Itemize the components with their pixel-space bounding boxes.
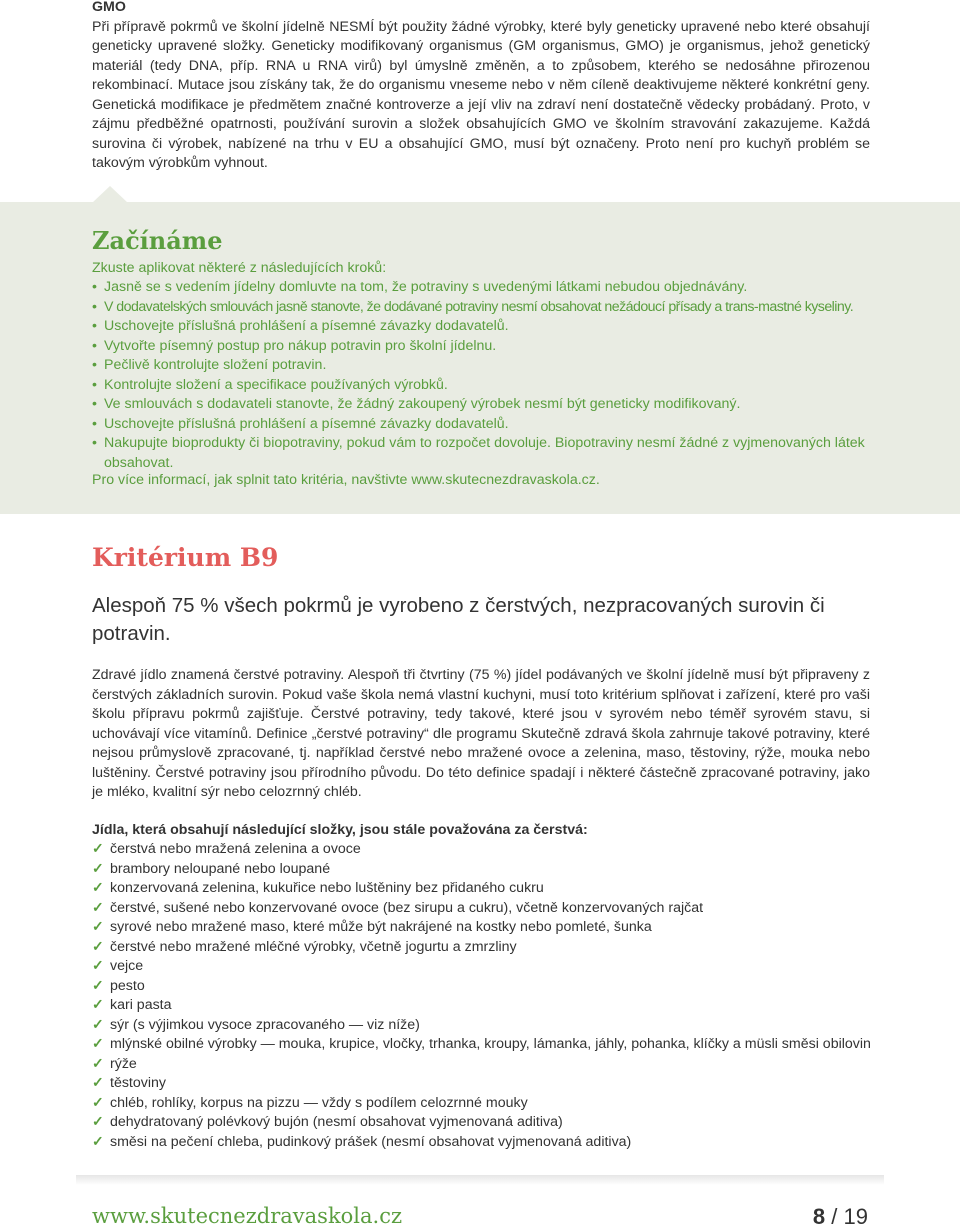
fresh-item (92, 1113, 871, 1133)
bullet-dot-icon: • (92, 298, 97, 315)
step-item (92, 278, 882, 298)
box-notch (92, 186, 128, 203)
step-text: Uschovejte příslušná prohlášení a písemné závazky dodavatelů. (104, 318, 509, 334)
fresh-item-text: kari pasta (110, 997, 172, 1013)
fresh-item-text: chléb, rohlíky, korpus na pizzu — vždy s podílem celozrnné mouky (110, 1094, 528, 1111)
fresh-item (92, 1016, 871, 1036)
fresh-item (92, 1133, 871, 1153)
step-item (92, 415, 882, 435)
criterion-lead: Alespoň 75 % všech pokrmů je vyrobeno z čerstvých, nezpracovaných surovin či potravin. (92, 594, 825, 645)
fresh-item-text: směsi na pečení chleba, pudinkový prášek (nesmí obsahovat vyjmenovaná aditiva) (110, 1133, 632, 1150)
fresh-item-text: mlýnské obilné výrobky — mouka, krupice, vločky, trhanka, kroupy, lámanka, jáhly, pohanka, klíčky a müsli směsi obilovin (110, 1036, 871, 1052)
step-text: Jasně se s vedením jídelny domluvte na tom, že potraviny s uvedenými látkami nebudou objednávány. (104, 279, 748, 295)
checkmark-icon: ✓ (92, 841, 104, 857)
step-text: Pečlivě kontrolujte složení potravin. (104, 357, 327, 373)
checkmark-icon: ✓ (92, 919, 104, 935)
fresh-item (92, 918, 871, 938)
current-page: 8 (812, 1204, 826, 1229)
fresh-item-text: čerstvá nebo mražená zelenina a ovoce (110, 841, 361, 857)
fresh-item (92, 1074, 871, 1094)
fresh-item (92, 938, 871, 958)
fresh-item (92, 1055, 871, 1075)
step-text: V dodavatelských smlouvách jasně stanovte, že dodávané potraviny nesmí obsahovat nežádoucí přísady a trans-mastné kyseliny. (104, 298, 854, 315)
step-item (92, 317, 882, 337)
criterion-title: Kritérium B9 (92, 543, 279, 572)
fresh-item (92, 840, 871, 860)
fresh-item-text: konzervovaná zelenina, kukuřice nebo luštěniny bez přidaného cukru (110, 880, 544, 896)
getting-started-intro: Zkuste aplikovat některé z následujících kroků: (92, 260, 387, 276)
steps-list (92, 278, 882, 473)
checkmark-icon: ✓ (92, 1133, 104, 1150)
step-item (92, 298, 882, 318)
fresh-item-text: čerstvé, sušené nebo konzervované ovoce (bez sirupu a cukru), včetně konzervovaných rajčat (110, 899, 704, 916)
fresh-item-text: vejce (110, 958, 144, 974)
fresh-item-text: sýr (s výjimkou vysoce zpracovaného — viz níže) (110, 1016, 420, 1033)
gmo-heading: GMO (92, 0, 126, 15)
bullet-dot-icon: • (92, 318, 97, 334)
bullet-dot-icon: • (92, 415, 97, 432)
step-item (92, 434, 882, 473)
getting-started-title: Začínáme (92, 226, 223, 255)
footer-divider (76, 1175, 884, 1185)
step-item (92, 337, 882, 357)
step-text: Vytvořte písemný postup pro nákup potravin pro školní jídelnu. (104, 337, 497, 354)
fresh-list-heading: Jídla, která obsahují následující složky, jsou stále považována za čerstvá: (92, 822, 588, 838)
footer-url: www.skutecnezdravaskola.cz (92, 1204, 403, 1228)
checkmark-icon: ✓ (92, 977, 104, 994)
page-separator: / (831, 1204, 838, 1229)
step-item (92, 395, 882, 415)
gmo-section (92, 0, 870, 174)
fresh-item (92, 957, 871, 977)
fresh-item (92, 860, 871, 880)
checkmark-icon: ✓ (92, 1055, 104, 1072)
criterion-body: Zdravé jídlo znamená čerstvé potraviny. Alespoň tři čtvrtiny (75 %) jídel podávaných ve školní jídelně musí být připraveny z čerstvých základních surovin. Pokud vaše škola nemá vlastní kuchyni, musí toto kritérium splňovat i zařízení, které pro vaši školu přípravu pokrmů zajišťuje. Čerstvé potraviny, tedy takové, které jsou v syrovém nebo téměř syrovém stavu, si uchovávají více vitamínů. Definice „čerstvé potraviny“ dle programu Skutečně zdravá škola zahrnuje takové potraviny, které nejsou průmyslově zpracované, tj. například čerstvé nebo mražené ovoce a zelenina, maso, těstoviny, rýže, mouka nebo luštěniny. Čerstvé potraviny jsou přírodního původu. Do této definice spadají i některé částečně zpracované potraviny, jako je mléko, kvalitní sýr nebo celozrnný chléb. (92, 667, 870, 800)
checkmark-icon: ✓ (92, 1094, 104, 1111)
fresh-item-text: těstoviny (110, 1075, 166, 1091)
bullet-dot-icon: • (92, 396, 97, 412)
checkmark-icon: ✓ (92, 899, 104, 916)
fresh-item (92, 879, 871, 899)
step-text: Uschovejte příslušná prohlášení a písemné závazky dodavatelů. (104, 415, 509, 432)
checkmark-icon: ✓ (92, 1114, 104, 1130)
bullet-dot-icon: • (92, 376, 97, 393)
fresh-item (92, 1035, 871, 1055)
step-text: Nakupujte bioprodukty či biopotraviny, pokud vám to rozpočet dovoluje. Biopotraviny nesmí žádné z vyjmenovaných látek obsahovat. (104, 435, 865, 471)
checkmark-icon: ✓ (92, 860, 104, 877)
fresh-item-text: čerstvé nebo mražené mléčné výrobky, včetně jogurtu a zmrzliny (110, 938, 517, 955)
checkmark-icon: ✓ (92, 1016, 104, 1033)
fresh-item-text: syrové nebo mražené maso, které může být nakrájené na kostky nebo pomleté, šunka (110, 919, 652, 935)
bullet-dot-icon: • (92, 337, 97, 354)
checkmark-icon: ✓ (92, 880, 104, 896)
fresh-item-text: brambory neloupané nebo loupané (110, 860, 331, 877)
bullet-dot-icon: • (92, 279, 97, 295)
step-text: Ve smlouvách s dodavateli stanovte, že žádný zakoupený výrobek nesmí být geneticky modifikovaný. (104, 396, 741, 412)
fresh-items-list (92, 840, 871, 1152)
fresh-item (92, 899, 871, 919)
fresh-item (92, 977, 871, 997)
checkmark-icon: ✓ (92, 1075, 104, 1091)
fresh-item (92, 1094, 871, 1114)
total-pages: 19 (843, 1204, 868, 1229)
fresh-item-text: pesto (110, 977, 145, 994)
fresh-item-text: dehydratovaný polévkový bujón (nesmí obsahovat vyjmenovaná aditiva) (110, 1114, 563, 1130)
checkmark-icon: ✓ (92, 997, 104, 1013)
page-number (813, 1204, 868, 1230)
step-item (92, 376, 882, 396)
fresh-item-text: rýže (110, 1055, 137, 1072)
step-item (92, 356, 882, 376)
fresh-item (92, 996, 871, 1016)
bullet-dot-icon: • (92, 435, 97, 451)
step-text: Kontrolujte složení a specifikace používaných výrobků. (104, 376, 448, 393)
checkmark-icon: ✓ (92, 958, 104, 974)
bullet-dot-icon: • (92, 357, 97, 373)
checkmark-icon: ✓ (92, 1036, 104, 1052)
checkmark-icon: ✓ (92, 938, 104, 955)
gmo-paragraph: Při přípravě pokrmů ve školní jídelně NESMÍ být použity žádné výrobky, které byly geneticky upravené nebo které obsahují geneticky upravené složky. Geneticky modifikovaný organismus (GM organismus, GMO) je organismus, jehož genetický materiál (tedy DNA, příp. RNA u RNA virů) byl úmyslně změněn, a to způsobem, kterého se nedosáhne přirozenou rekombinací. Mutace jsou získány tak, že do organismu vneseme nebo v něm cíleně deaktivujeme některé konkrétní geny. Genetická modifikace je předmětem značné kontroverze a její vliv na zdraví není dostatečně vědecky probádaný. Proto, v zájmu předběžné opatrnosti, používání surovin a složek obsahujících GMO ve školním stravování zakazujeme. Každá surovina či výrobek, nabízené na trhu v EU a obsahující GMO, musí být označeny. Proto není pro kuchyň problém se takovým výrobkům vyhnout. (92, 18, 870, 171)
more-info-text: Pro více informací, jak splnit tato kritéria, navštivte www.skutecnezdravaskola.cz. (92, 472, 600, 488)
